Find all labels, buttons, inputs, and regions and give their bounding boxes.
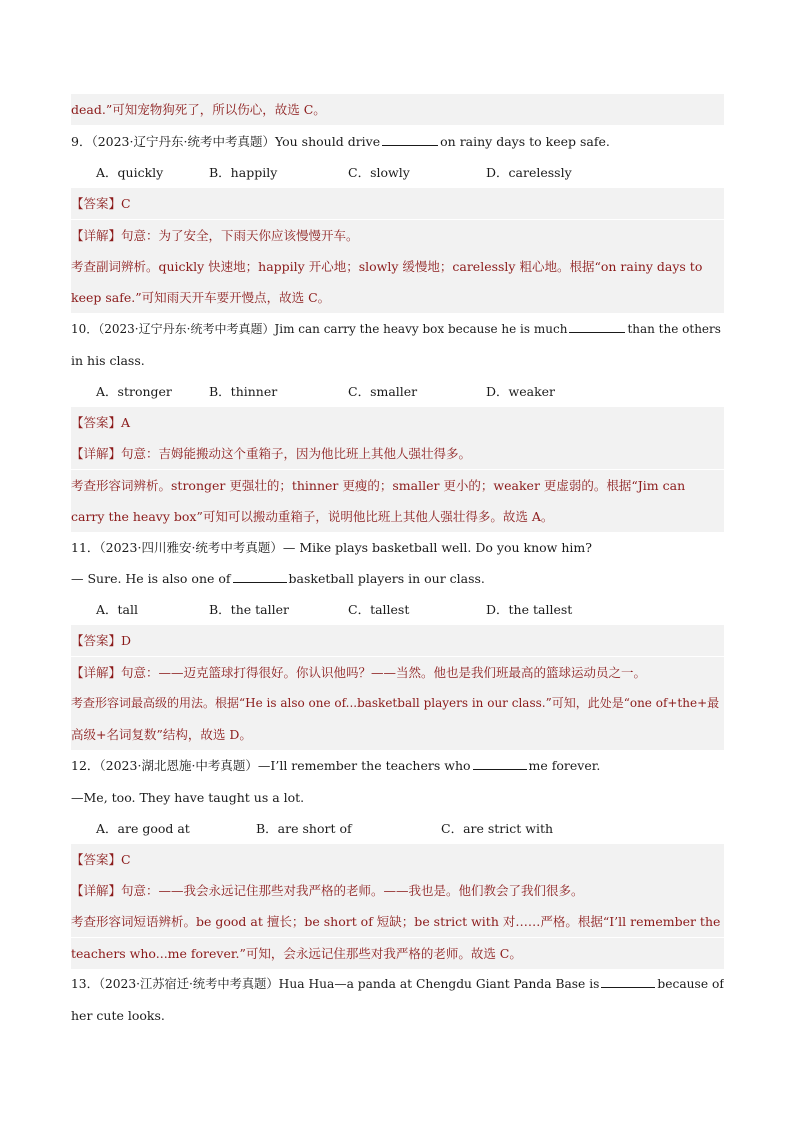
stem-text: basketball players in our class.: [288, 571, 485, 586]
option-b: B．the taller: [209, 602, 289, 617]
option-c: C．tallest: [348, 602, 410, 617]
option-d: D．weaker: [486, 384, 556, 399]
q9-detail-line-3: [71, 282, 724, 313]
answer-blank: [473, 757, 527, 770]
stem-text: than the others: [627, 322, 721, 336]
q9-stem: [71, 126, 724, 157]
detail-text: 考查副词辨析。quickly 快速地；happily 开心地；slowly 缓慢地；carelessly 粗心地。根据“on rainy days to: [71, 259, 703, 274]
option-b: B．thinner: [209, 384, 278, 399]
q9-detail-line-2: [71, 251, 724, 282]
q12-stem: [71, 750, 724, 781]
q11-detail: [71, 657, 724, 688]
q12-options: [96, 813, 696, 844]
stem-text: me forever.: [528, 758, 601, 773]
answer-value: C: [121, 196, 131, 211]
stem-text: because of: [657, 977, 724, 991]
answer-blank: [569, 320, 625, 333]
stem-text: 12．（2023·湖北恩施·中考真题）—I’ll remember the teachers who: [71, 758, 471, 773]
stem-text: 10．（2023·辽宁丹东·统考中考真题）Jim can carry the heavy box because he is much: [71, 322, 568, 336]
stem-text: in his class.: [71, 353, 145, 368]
detail-tag: 【详解】: [71, 883, 122, 898]
answer-tag: 【答案】: [71, 633, 122, 648]
answer-tag: 【答案】: [71, 415, 122, 430]
q11-detail-line-3: [71, 719, 724, 750]
stem-text: 13．（2023·江苏宿迁·统考中考真题）Hua Hua—a panda at Chengdu Giant Panda Base is: [71, 977, 600, 991]
q11-answer: [71, 625, 724, 656]
q10-stem-line-2: [71, 345, 724, 376]
option-d: D．the tallest: [486, 602, 573, 617]
q8-detail-tail: [71, 94, 724, 125]
option-d: D．carelessly: [486, 165, 572, 180]
q13-stem: [71, 969, 724, 1000]
option-a: A．stronger: [96, 384, 172, 399]
q10-detail: [71, 438, 724, 469]
detail-text: 句意：吉姆能搬动这个重箱子，因为他比班上其他人强壮得多。: [121, 446, 472, 461]
detail-tag: 【详解】: [71, 665, 122, 680]
detail-text: 考查形容词最高级的用法。根据“He is also one of...basketball players in our class.”可知，此处是“one of+the+最: [71, 696, 720, 710]
option-c: C．smaller: [348, 384, 418, 399]
detail-text: dead.”可知宠物狗死了，所以伤心，故选 C。: [71, 102, 326, 117]
stem-text: 9．（2023·辽宁丹东·统考中考真题）You should drive: [71, 134, 381, 149]
detail-text: 句意：——迈克篮球打得很好。你认识他吗？——当然。他也是我们班最高的篮球运动员之一。: [121, 665, 647, 680]
q12-detail-line-2: [71, 906, 724, 937]
detail-text: carry the heavy box”可知可以搬动重箱子，说明他比班上其他人强壮得多。故选 A。: [71, 509, 554, 524]
q9-answer: [71, 188, 724, 219]
answer-blank: [601, 975, 655, 988]
option-a: A．quickly: [96, 165, 164, 180]
answer-value: D: [121, 633, 132, 648]
stem-text: — Sure. He is also one of: [71, 571, 231, 586]
option-c: C．slowly: [348, 165, 410, 180]
q9-detail: [71, 220, 724, 251]
q12-detail: [71, 875, 724, 906]
q10-options: [96, 376, 696, 407]
stem-text: 11．（2023·四川雅安·统考中考真题）— Mike plays basketball well. Do you know him?: [71, 540, 592, 555]
q10-stem: [71, 314, 724, 345]
answer-tag: 【答案】: [71, 196, 122, 211]
q11-stem-line-2: [71, 563, 724, 594]
q11-options: [96, 594, 696, 625]
stem-text: —Me, too. They have taught us a lot.: [71, 790, 305, 805]
detail-tag: 【详解】: [71, 446, 122, 461]
detail-text: keep safe.”可知雨天开车要开慢点，故选 C。: [71, 290, 331, 305]
q12-detail-line-3: [71, 938, 724, 969]
q11-detail-line-2: [71, 688, 724, 719]
detail-text: 考查形容词短语辨析。be good at 擅长；be short of 短缺；be strict with 对……严格。根据“I’ll remember the: [71, 914, 721, 929]
detail-text: teachers who...me forever.”可知，会永远记住那些对我严格的老师。故选 C。: [71, 946, 522, 961]
answer-value: C: [121, 852, 131, 867]
option-a: A．are good at: [96, 821, 190, 836]
answer-blank: [233, 570, 287, 583]
detail-text: 句意：为了安全，下雨天你应该慢慢开车。: [121, 228, 359, 243]
detail-text: 高级+名词复数”结构，故选 D。: [71, 727, 252, 742]
answer-tag: 【答案】: [71, 852, 122, 867]
answer-blank: [382, 133, 438, 146]
detail-text: 考查形容词辨析。stronger 更强壮的；thinner 更瘦的；smaller 更小的；weaker 更虚弱的。根据“Jim can: [71, 478, 686, 493]
answer-value: A: [121, 415, 131, 430]
q12-stem-line-2: [71, 782, 724, 813]
q11-stem: [71, 532, 724, 563]
q10-answer: [71, 407, 724, 438]
option-c: C．are strict with: [441, 821, 554, 836]
option-b: B．are short of: [256, 821, 352, 836]
q13-stem-line-2: [71, 1000, 724, 1031]
q10-detail-line-3: [71, 501, 724, 532]
detail-text: 句意：——我会永远记住那些对我严格的老师。——我也是。他们教会了我们很多。: [121, 883, 584, 898]
q10-detail-line-2: [71, 470, 724, 501]
q12-answer: [71, 844, 724, 875]
option-a: A．tall: [96, 602, 138, 617]
q9-options: [96, 157, 696, 188]
detail-tag: 【详解】: [71, 228, 122, 243]
stem-text: her cute looks.: [71, 1008, 165, 1023]
option-b: B．happily: [209, 165, 278, 180]
stem-text: on rainy days to keep safe.: [440, 134, 610, 149]
